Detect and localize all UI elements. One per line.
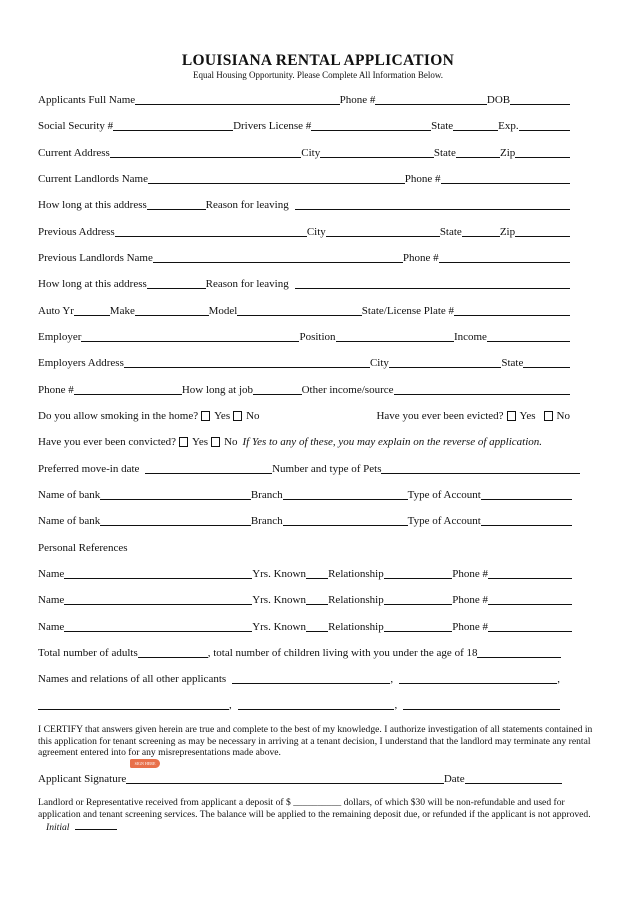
label-yrs-known: Yrs. Known (252, 568, 306, 580)
label-move-in: Preferred move-in date (38, 463, 140, 475)
label-full-name: Applicants Full Name (38, 94, 136, 106)
label-state: State (431, 120, 454, 132)
row-bank-1 (38, 487, 572, 501)
row-other-applicants-2 (38, 697, 560, 711)
label-previous-landlord: Previous Landlords Name (38, 252, 153, 264)
label-phone: Phone # (404, 173, 441, 185)
label-branch: Branch (250, 489, 283, 501)
label-ssn: Social Security # (38, 120, 114, 132)
current-city-field[interactable] (320, 147, 434, 158)
reason-leaving-previous-field[interactable] (295, 278, 570, 289)
label-ref-phone: Phone # (452, 568, 488, 580)
ref-1-relationship-field[interactable] (384, 568, 453, 579)
ref-1-name-field[interactable] (64, 568, 252, 579)
employer-field[interactable] (81, 331, 299, 342)
employer-address-field[interactable] (124, 357, 370, 368)
comma: , (228, 699, 232, 711)
label-no: No (246, 410, 260, 422)
how-long-current-field[interactable] (147, 199, 206, 210)
initial-field[interactable] (75, 820, 117, 830)
other-applicant-5-field[interactable] (403, 699, 560, 710)
label-yrs-known: Yrs. Known (252, 621, 306, 633)
previous-address-field[interactable] (115, 226, 307, 237)
ref-2-phone-field[interactable] (488, 594, 572, 605)
current-address-field[interactable] (110, 147, 301, 158)
label-drivers-license: Drivers License # (233, 120, 312, 132)
drivers-license-field[interactable] (311, 120, 431, 131)
label-adults: Total number of adults (38, 647, 138, 659)
account-type-2-field[interactable] (481, 515, 572, 526)
income-field[interactable] (487, 331, 570, 342)
form-subtitle: Equal Housing Opportunity. Please Complete All Information Below. (192, 70, 444, 80)
label-initial: Initial (46, 822, 70, 834)
evicted-yes-checkbox[interactable] (507, 411, 516, 421)
label-employer: Employer (38, 331, 82, 343)
bank-1-field[interactable] (100, 489, 251, 500)
dob-field[interactable] (510, 94, 570, 105)
model-field[interactable] (237, 305, 361, 316)
account-type-1-field[interactable] (481, 489, 572, 500)
row-how-long-current (38, 197, 570, 211)
label-how-long-address: How long at this address (38, 199, 147, 211)
label-other-applicants: Names and relations of all other applicants (38, 673, 227, 685)
signature-field[interactable] (126, 773, 444, 784)
label-previous-address: Previous Address (38, 226, 115, 238)
previous-city-field[interactable] (326, 226, 440, 237)
make-field[interactable] (135, 305, 209, 316)
label-make: Make (109, 305, 135, 317)
phone-field[interactable] (375, 94, 487, 105)
children-field[interactable] (477, 647, 561, 658)
row-occupants (38, 645, 561, 659)
label-city: City (369, 357, 389, 369)
label-dob: DOB (486, 94, 511, 106)
row-reference-3 (38, 619, 572, 633)
label-reason-leaving: Reason for leaving (205, 199, 289, 211)
how-long-previous-field[interactable] (147, 278, 206, 289)
full-name-field[interactable] (135, 94, 339, 105)
label-city: City (301, 147, 321, 159)
row-ssn (38, 118, 570, 132)
comma: , (394, 699, 398, 711)
row-current-address (38, 145, 570, 159)
label-yes: Yes (214, 410, 231, 422)
label-yes: Yes (192, 436, 209, 448)
label-branch: Branch (250, 515, 283, 527)
label-relationship: Relationship (328, 568, 384, 580)
label-account-type: Type of Account (407, 515, 481, 527)
label-phone: Phone # (339, 94, 376, 106)
exp-field[interactable] (519, 120, 570, 131)
label-pets: Number and type of Pets (272, 463, 382, 475)
row-signature (38, 771, 562, 785)
label-no: No (224, 436, 238, 448)
deposit-statement (38, 797, 600, 834)
row-how-long-previous (38, 276, 570, 290)
employer-state-field[interactable] (523, 357, 570, 368)
smoking-yes-checkbox[interactable] (201, 411, 210, 421)
row-move-in (38, 461, 580, 475)
row-previous-landlord (38, 250, 570, 264)
convicted-question: Have you ever been convicted? (38, 436, 177, 448)
current-landlord-phone-field[interactable] (441, 173, 570, 184)
row-convicted (38, 434, 576, 448)
label-relationship: Relationship (328, 621, 384, 633)
employer-phone-field[interactable] (74, 384, 182, 395)
comma: , (557, 673, 561, 685)
label-other-income: Other income/source (301, 384, 394, 396)
previous-landlord-phone-field[interactable] (439, 252, 570, 263)
label-income: Income (453, 331, 487, 343)
position-field[interactable] (336, 331, 454, 342)
branch-2-field[interactable] (283, 515, 408, 526)
label-employer-address: Employers Address (38, 357, 124, 369)
current-state-field[interactable] (456, 147, 500, 158)
form-title: LOUISIANA RENTAL APPLICATION (181, 52, 455, 69)
label-yrs-known: Yrs. Known (252, 594, 306, 606)
adults-field[interactable] (138, 647, 208, 658)
label-state-plate: State/License Plate # (361, 305, 455, 317)
label-signature: Applicant Signature (38, 773, 127, 785)
row-reference-2 (38, 592, 572, 606)
ref-3-relationship-field[interactable] (384, 621, 453, 632)
smoking-no-checkbox[interactable] (233, 411, 242, 421)
ref-2-relationship-field[interactable] (384, 594, 453, 605)
row-current-landlord (38, 171, 570, 185)
bank-2-field[interactable] (100, 515, 251, 526)
reason-leaving-current-field[interactable] (295, 199, 570, 210)
label-how-long-job: How long at job (181, 384, 254, 396)
current-zip-field[interactable] (515, 147, 570, 158)
ref-1-yrs-field[interactable] (306, 568, 328, 579)
label-no: No (556, 410, 570, 422)
dl-state-field[interactable] (453, 120, 498, 131)
label-date: Date (443, 773, 465, 785)
other-applicant-4-field[interactable] (238, 699, 398, 711)
row-auto (38, 303, 570, 317)
other-applicant-3-field[interactable] (38, 699, 229, 710)
other-applicant-1-field[interactable] (232, 673, 390, 684)
label-ref-phone: Phone # (452, 594, 488, 606)
label-state: State (439, 226, 462, 238)
state-plate-field[interactable] (454, 305, 570, 316)
label-ref-name: Name (38, 594, 65, 606)
branch-1-field[interactable] (283, 489, 408, 500)
row-other-applicants-1 (38, 671, 560, 685)
ref-3-phone-field[interactable] (488, 621, 572, 632)
row-smoking-evicted (38, 408, 570, 422)
label-reason-leaving: Reason for leaving (205, 278, 289, 290)
certify-statement: I CERTIFY that answers given herein are true and complete to the best of my knowledge. I authorize investigation of all statements contained in this application for tenant screening as may be necessary in arriving at a tenant decision, I understand that the landlord may terminate any rental agreement entered into for any misrepresentations made above. (38, 724, 593, 759)
other-applicant-2-field[interactable] (399, 673, 557, 684)
label-city: City (306, 226, 326, 238)
row-phone-job (38, 382, 570, 396)
sign-here-flag[interactable]: SIGN HERE (130, 759, 160, 768)
label-bank-name: Name of bank (38, 489, 101, 501)
label-how-long-address: How long at this address (38, 278, 147, 290)
row-employer (38, 329, 570, 343)
current-landlord-field[interactable] (148, 173, 405, 184)
label-ref-name: Name (38, 621, 65, 633)
deposit-text: Landlord or Representative received from applicant a deposit of $ __________ dollars, of which $30 will be non-refundable and used for application and tenant screening services. The balance will be applied to the remaining deposit due, or refunded if the applicant is not approved. (38, 797, 591, 820)
label-current-address: Current Address (38, 147, 110, 159)
row-references-heading (38, 540, 570, 554)
ref-2-yrs-field[interactable] (306, 594, 328, 605)
previous-state-field[interactable] (462, 226, 500, 237)
label-state: State (433, 147, 456, 159)
smoking-question: Do you allow smoking in the home? (38, 410, 199, 422)
label-state: State (501, 357, 524, 369)
label-exp: Exp. (498, 120, 519, 132)
row-applicant-name (38, 92, 570, 106)
explain-note: If Yes to any of these, you may explain on the reverse of application. (242, 436, 543, 448)
ref-1-phone-field[interactable] (488, 568, 572, 579)
label-auto-yr: Auto Yr (38, 305, 74, 317)
previous-landlord-field[interactable] (153, 252, 403, 263)
pets-field[interactable] (381, 463, 580, 474)
label-zip: Zip (500, 147, 516, 159)
auto-yr-field[interactable] (74, 305, 110, 316)
row-bank-2 (38, 513, 572, 527)
row-reference-1 (38, 566, 572, 580)
label-bank-name: Name of bank (38, 515, 101, 527)
evicted-question: Have you ever been evicted? (376, 410, 504, 422)
label-ref-phone: Phone # (452, 621, 488, 633)
label-phone: Phone # (402, 252, 439, 264)
label-ref-name: Name (38, 568, 65, 580)
convicted-no-checkbox[interactable] (211, 437, 220, 447)
references-heading: Personal References (38, 542, 128, 554)
label-yes: Yes (519, 410, 536, 422)
row-employer-address (38, 355, 570, 369)
move-in-field[interactable] (145, 463, 272, 474)
label-model: Model (208, 305, 238, 317)
date-field[interactable] (465, 773, 562, 784)
label-account-type: Type of Account (407, 489, 481, 501)
label-zip: Zip (499, 226, 516, 238)
label-phone: Phone # (38, 384, 74, 396)
label-children: , total number of children living with you under the age of 18 (207, 647, 478, 659)
convicted-yes-checkbox[interactable] (179, 437, 188, 447)
ref-2-name-field[interactable] (64, 594, 252, 605)
other-income-field[interactable] (394, 384, 570, 395)
how-long-job-field[interactable] (253, 384, 302, 395)
evicted-no-checkbox[interactable] (544, 411, 553, 421)
ssn-field[interactable] (113, 120, 233, 131)
label-relationship: Relationship (328, 594, 384, 606)
ref-3-yrs-field[interactable] (306, 621, 328, 632)
label-current-landlord: Current Landlords Name (38, 173, 148, 185)
comma: , (390, 673, 394, 685)
row-previous-address (38, 224, 570, 238)
ref-3-name-field[interactable] (64, 621, 252, 632)
label-position: Position (299, 331, 336, 343)
previous-zip-field[interactable] (515, 226, 570, 237)
employer-city-field[interactable] (389, 357, 501, 368)
